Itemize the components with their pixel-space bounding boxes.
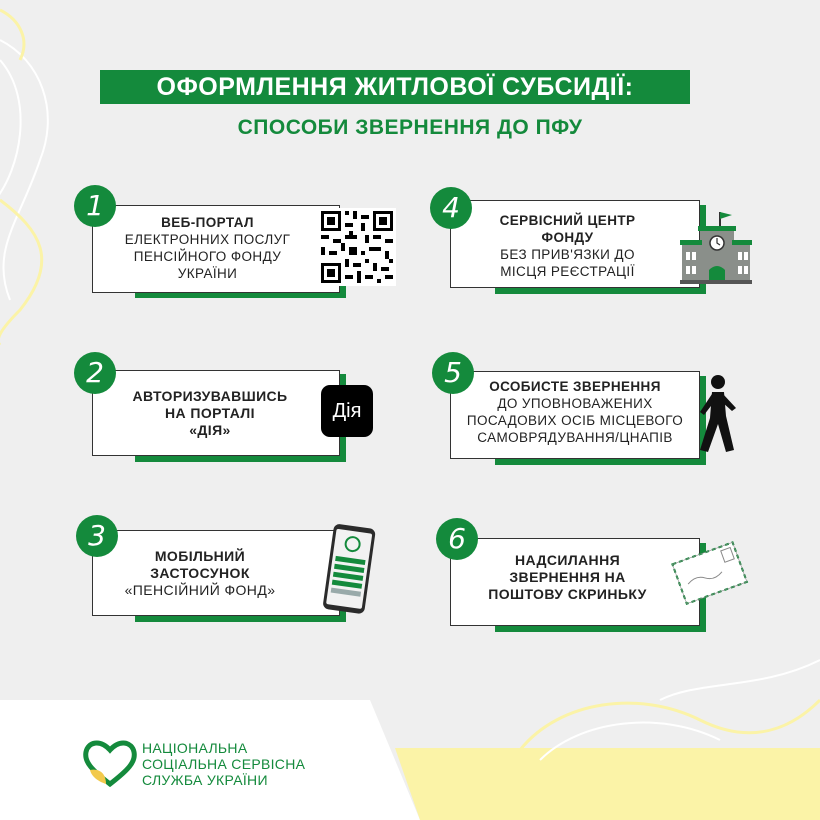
walking-person-icon bbox=[690, 374, 742, 454]
nssu-logo-icon bbox=[82, 740, 138, 788]
step-number: 6 bbox=[436, 518, 478, 560]
card-heading: АВТОРИЗУВАВШИСЬ bbox=[132, 388, 288, 404]
card-heading: «ДІЯ» bbox=[189, 422, 231, 438]
step-number: 4 bbox=[430, 187, 472, 229]
card-heading: МОБІЛЬНИЙ bbox=[154, 548, 246, 564]
card-heading: ВЕБ-ПОРТАЛ bbox=[161, 215, 254, 230]
card-heading: НАДСИЛАННЯ bbox=[514, 552, 621, 568]
card-heading: ПОШТОВУ СКРИНЬКУ bbox=[488, 586, 647, 602]
card-heading: ФОНДУ bbox=[541, 230, 594, 245]
envelope-icon[interactable] bbox=[670, 538, 750, 610]
step-number: 3 bbox=[76, 515, 118, 557]
step-number: 5 bbox=[432, 352, 474, 394]
card-text: УКРАЇНИ bbox=[177, 266, 238, 281]
card-heading: ЗАСТОСУНОК bbox=[150, 565, 250, 581]
card-text: ДО УПОВНОВАЖЕНИХ bbox=[497, 396, 653, 411]
card-text: ЕЛЕКТРОННИХ ПОСЛУГ bbox=[124, 232, 291, 247]
diia-logo[interactable]: Дія bbox=[321, 385, 373, 437]
step-number: 1 bbox=[74, 185, 116, 227]
card-text: БЕЗ ПРИВ'ЯЗКИ ДО bbox=[500, 247, 635, 262]
smartphone-icon[interactable] bbox=[318, 522, 382, 618]
org-name-line: СЛУЖБА УКРАЇНИ bbox=[142, 772, 268, 788]
step-number: 2 bbox=[74, 352, 116, 394]
card-heading: ОСОБИСТЕ ЗВЕРНЕННЯ bbox=[489, 379, 661, 394]
card-heading: ЗВЕРНЕННЯ НА bbox=[509, 569, 626, 585]
org-name bbox=[142, 740, 305, 788]
card-text: «ПЕНСІЙНИЙ ФОНД» bbox=[124, 582, 276, 598]
org-name-line: СОЦІАЛЬНА СЕРВІСНА bbox=[142, 756, 306, 772]
card-heading: СЕРВІСНИЙ ЦЕНТР bbox=[499, 213, 636, 228]
page-subtitle: СПОСОБИ ЗВЕРНЕННЯ ДО ПФУ bbox=[237, 116, 583, 139]
org-name-line: НАЦІОНАЛЬНА bbox=[142, 740, 248, 756]
card-text: ПЕНСІЙНОГО ФОНДУ bbox=[133, 249, 282, 264]
page-title: ОФОРМЛЕННЯ ЖИТЛОВОЇ СУБСИДІЇ: bbox=[100, 70, 690, 104]
card-heading: НА ПОРТАЛІ bbox=[165, 405, 255, 421]
qr-code-icon[interactable] bbox=[318, 208, 396, 286]
building-icon bbox=[680, 208, 752, 284]
card-text: МІСЦЯ РЕЄСТРАЦІЇ bbox=[500, 264, 635, 279]
card-text: САМОВРЯДУВАННЯ/ЦНАПІВ bbox=[477, 430, 673, 445]
card-text: ПОСАДОВИХ ОСІБ МІСЦЕВОГО bbox=[466, 413, 684, 428]
